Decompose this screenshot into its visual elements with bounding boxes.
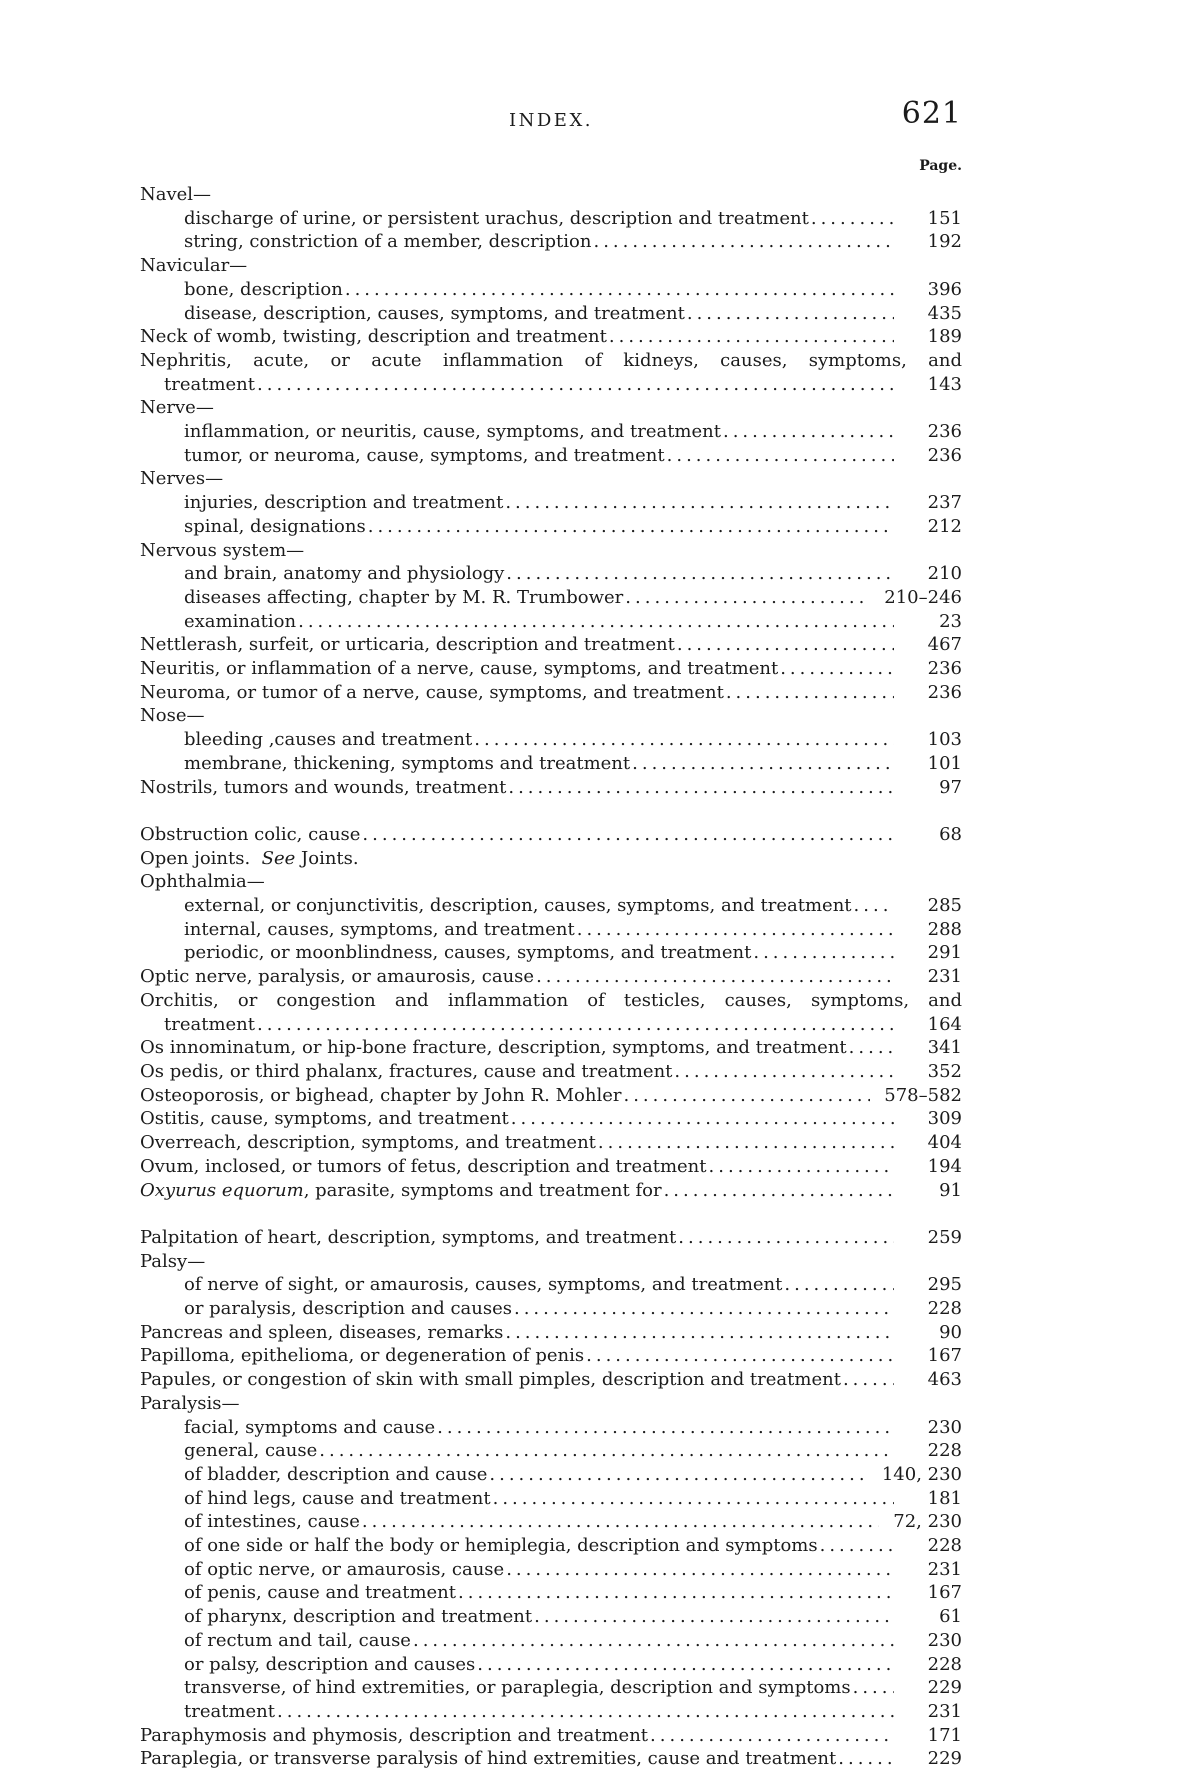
entry-page-number: 352: [927, 1061, 962, 1082]
entry-page-number: 463: [927, 1369, 962, 1391]
entry-text: Oxyurus equorum, parasite, symptoms and treatment for: [140, 1179, 662, 1201]
entry-text: Ophthalmia—: [140, 871, 265, 893]
index-entry: [140, 1487, 962, 1511]
entry-text: Papilloma, epithelioma, or degeneration of penis: [140, 1345, 585, 1367]
index-entry: [140, 302, 962, 326]
entry-page-number: 404: [927, 1132, 962, 1154]
entry-text: Pancreas and spleen, diseases, remarks: [140, 1321, 504, 1343]
page-title: INDEX.: [509, 110, 593, 131]
entry-text: of nerve of sight, or amaurosis, causes, symptoms, and treatment: [184, 1274, 783, 1296]
entry-text: Nerve—: [140, 397, 214, 419]
entry-text: diseases affecting, chapter by M. R. Trumbower: [184, 586, 624, 608]
index-entry: [140, 230, 962, 254]
dot-leader: [674, 1060, 894, 1084]
entry-page-number: 236: [927, 444, 962, 466]
dot-leader: [784, 1273, 894, 1297]
index-entry: [140, 633, 962, 657]
index-entry: [140, 1510, 962, 1534]
dot-leader: [298, 610, 894, 634]
entry-page-number: 228: [927, 1298, 962, 1320]
index-entry: [140, 1534, 962, 1558]
index-heading: [140, 989, 962, 1013]
index-entry: [140, 1060, 962, 1084]
entry-text: treatment: [184, 1700, 276, 1722]
dot-leader: [257, 373, 894, 397]
entry-page-number: 285: [927, 895, 962, 917]
entry-page-number: 396: [927, 278, 962, 300]
entry-page-number: 72, 230: [893, 1511, 962, 1533]
entry-text: Paraplegia, or transverse paralysis of hind extremities, cause and treatment: [140, 1748, 837, 1770]
index-entry: [140, 752, 962, 776]
entry-text: Neuroma, or tumor of a nerve, cause, symptoms, and treatment: [140, 681, 724, 703]
entry-page-number: 68: [939, 823, 962, 845]
index-entry: [140, 1676, 962, 1700]
entry-page-number: 210: [927, 563, 962, 585]
dot-leader: [458, 1581, 894, 1605]
dot-leader: [780, 657, 894, 681]
dot-leader: [678, 1226, 894, 1250]
index-heading: [140, 847, 962, 871]
dot-leader: [687, 302, 894, 326]
index-entry: [140, 1321, 962, 1345]
entry-text: Nerves—: [140, 468, 224, 490]
dot-leader: [843, 1368, 894, 1392]
entry-text: Open joints. See Joints.: [140, 847, 359, 869]
entry-text: Neuritis, or inflammation of a nerve, cause, symptoms, and treatment: [140, 658, 779, 680]
index-entry: [140, 1581, 962, 1605]
index-entry: [140, 1155, 962, 1179]
entry-text: of hind legs, cause and treatment: [184, 1487, 491, 1509]
entry-text: periodic, or moonblindness, causes, symptoms, and treatment: [184, 942, 752, 964]
entry-page-number: 236: [927, 681, 962, 703]
index-entry: [140, 1273, 962, 1297]
index-entry: [140, 444, 962, 468]
entry-text: of rectum and tail, cause: [184, 1629, 411, 1651]
entry-page-number: 467: [927, 634, 962, 656]
index-entry: [140, 515, 962, 539]
entry-page-number: 236: [927, 658, 962, 680]
dot-leader: [536, 965, 894, 989]
dot-leader: [593, 230, 894, 254]
entry-text: Orchitis, or congestion and inflammation of testicles, causes, symptoms, and: [140, 989, 962, 1011]
dot-leader: [753, 941, 894, 965]
entry-text: of bladder, description and cause: [184, 1463, 488, 1485]
entry-page-number: 103: [927, 729, 962, 751]
dot-leader: [257, 1013, 894, 1037]
index-heading: [140, 870, 962, 894]
index-heading: [140, 704, 962, 728]
entry-text: Neck of womb, twisting, description and treatment: [140, 326, 607, 348]
entry-text: inflammation, or neuritis, cause, symptoms, and treatment: [184, 421, 721, 443]
dot-leader: [506, 562, 894, 586]
index-entry: [140, 1131, 962, 1155]
dot-leader: [854, 894, 894, 918]
index-entry: [140, 420, 962, 444]
dot-leader: [474, 728, 894, 752]
index-entry: [140, 562, 962, 586]
index-entry: [140, 918, 962, 942]
index-entry: [140, 278, 962, 302]
index-heading: [140, 396, 962, 420]
entry-text: Navicular—: [140, 255, 248, 277]
entry-text: Obstruction colic, cause: [140, 823, 361, 845]
entry-text: Paraphymosis and phymosis, description and treatment: [140, 1724, 649, 1746]
entry-page-number: 228: [927, 1535, 962, 1557]
index-entry: [140, 1013, 962, 1037]
entry-text: Nervous system—: [140, 539, 305, 561]
dot-leader: [677, 633, 894, 657]
entry-text: spinal, designations: [184, 515, 366, 537]
entry-text: Os innominatum, or hip-bone fracture, description, symptoms, and treatment: [140, 1037, 847, 1059]
index-entry: [140, 894, 962, 918]
dot-leader: [362, 823, 894, 847]
index-entry: [140, 1179, 962, 1203]
entry-text: disease, description, causes, symptoms, and treatment: [184, 302, 685, 324]
index-entry: [140, 1297, 962, 1321]
index-entry: [140, 491, 962, 515]
entry-text: facial, symptoms and cause: [184, 1416, 436, 1438]
entry-page-number: 212: [927, 515, 962, 537]
index-heading: [140, 183, 962, 207]
index-entry: [140, 1368, 962, 1392]
entry-page-number: 228: [927, 1440, 962, 1462]
entry-page-number: 210–246: [884, 586, 962, 608]
dot-leader: [368, 515, 894, 539]
entry-text: general, cause: [184, 1440, 318, 1462]
dot-leader: [820, 1534, 894, 1558]
entry-page-number: 230: [927, 1416, 962, 1438]
dot-leader: [650, 1724, 894, 1748]
dot-leader: [345, 278, 894, 302]
folio-page-number: 621: [901, 96, 962, 131]
dot-leader: [508, 776, 894, 800]
entry-page-number: 231: [927, 1700, 962, 1722]
entry-page-number: 90: [939, 1321, 962, 1343]
dot-leader: [506, 1558, 894, 1582]
dot-leader: [505, 1321, 894, 1345]
entry-text: Osteoporosis, or bighead, chapter by John R. Mohler: [140, 1084, 622, 1106]
index-entry: [140, 207, 962, 231]
entry-page-number: 309: [927, 1108, 962, 1130]
entry-page-number: 341: [927, 1037, 962, 1059]
dot-leader: [667, 444, 894, 468]
dot-leader: [723, 420, 894, 444]
dot-leader: [726, 681, 894, 705]
dot-leader: [709, 1155, 895, 1179]
entry-page-number: 230: [927, 1629, 962, 1651]
index-list: [140, 183, 962, 1771]
entry-text: membrane, thickening, symptoms and treatment: [184, 752, 631, 774]
entry-text: or palsy, description and causes: [184, 1653, 476, 1675]
index-entry: [140, 1747, 962, 1771]
entry-text: treatment: [164, 373, 256, 395]
index-entry: [140, 1036, 962, 1060]
entry-page-number: 435: [927, 302, 962, 324]
index-entry: [140, 1107, 962, 1131]
dot-leader: [577, 918, 894, 942]
entry-page-number: 143: [927, 373, 962, 395]
entry-text: of one side or half the body or hemiplegia, description and symptoms: [184, 1535, 818, 1557]
entry-page-number: 229: [927, 1677, 962, 1699]
entry-text: of pharynx, description and treatment: [184, 1606, 533, 1628]
entry-page-number: 189: [927, 326, 962, 348]
entry-text: bone, description: [184, 278, 343, 300]
index-entry: [140, 1463, 962, 1487]
index-heading: [140, 539, 962, 563]
entry-page-number: 91: [939, 1179, 962, 1201]
entry-text: tumor, or neuroma, cause, symptoms, and treatment: [184, 444, 665, 466]
entry-page-number: 229: [927, 1748, 962, 1770]
dot-leader: [586, 1344, 894, 1368]
entry-text: Ovum, inclosed, or tumors of fetus, description and treatment: [140, 1155, 707, 1177]
page-column-label: Page.: [919, 158, 962, 174]
dot-leader: [413, 1629, 894, 1653]
entry-text: Paralysis—: [140, 1392, 240, 1414]
index-entry: [140, 1724, 962, 1748]
dot-leader: [632, 752, 894, 776]
entry-page-number: 231: [927, 966, 962, 988]
index-entry: [140, 610, 962, 634]
entry-text: Overreach, description, symptoms, and treatment: [140, 1132, 596, 1154]
index-entry: [140, 1439, 962, 1463]
entry-text: Palpitation of heart, description, symptoms, and treatment: [140, 1226, 677, 1248]
entry-page-number: 231: [927, 1558, 962, 1580]
entry-text: or paralysis, description and causes: [184, 1298, 512, 1320]
index-entry: [140, 1653, 962, 1677]
entry-page-number: 97: [939, 776, 962, 798]
entry-text: internal, causes, symptoms, and treatment: [184, 918, 575, 940]
entry-text: of optic nerve, or amaurosis, cause: [184, 1558, 505, 1580]
dot-leader: [534, 1605, 894, 1629]
index-entry: [140, 681, 962, 705]
dot-leader: [664, 1179, 894, 1203]
dot-leader: [277, 1700, 894, 1724]
dot-leader: [319, 1439, 894, 1463]
dot-leader: [623, 1084, 870, 1108]
index-entry: [140, 1700, 962, 1724]
dot-leader: [511, 1107, 894, 1131]
entry-page-number: 167: [927, 1345, 962, 1367]
index-entry: [140, 1605, 962, 1629]
entry-page-number: 61: [939, 1606, 962, 1628]
entry-text: Papules, or congestion of skin with small pimples, description and treatment: [140, 1369, 841, 1391]
entry-page-number: 164: [927, 1013, 962, 1035]
entry-page-number: 23: [939, 610, 962, 632]
dot-leader: [514, 1297, 894, 1321]
entry-text: Nephritis, acute, or acute inflammation of kidneys, causes, symptoms, and: [140, 349, 962, 371]
entry-page-number: 237: [927, 492, 962, 514]
dot-leader: [625, 586, 870, 610]
dot-leader: [505, 491, 894, 515]
entry-text: discharge of urine, or persistent urachus, description and treatment: [184, 207, 809, 229]
entry-page-number: 194: [927, 1155, 962, 1177]
entry-text: Palsy—: [140, 1250, 206, 1272]
entry-page-number: 181: [927, 1487, 962, 1509]
dot-leader: [849, 1036, 894, 1060]
index-entry: [140, 776, 962, 800]
index-entry: [140, 965, 962, 989]
entry-text: and brain, anatomy and physiology: [184, 563, 505, 585]
index-entry: [140, 941, 962, 965]
dot-leader: [811, 207, 894, 231]
index-entry: [140, 657, 962, 681]
entry-text: injuries, description and treatment: [184, 492, 504, 514]
entry-page-number: 295: [927, 1274, 962, 1296]
entry-text: external, or conjunctivitis, description, causes, symptoms, and treatment: [184, 895, 852, 917]
index-heading: [140, 254, 962, 278]
index-entry: [140, 373, 962, 397]
entry-text: Nostrils, tumors and wounds, treatment: [140, 776, 507, 798]
entry-page-number: 288: [927, 918, 962, 940]
entry-text: Nose—: [140, 705, 205, 727]
index-entry: [140, 1344, 962, 1368]
index-entry: [140, 1084, 962, 1108]
entry-page-number: 171: [927, 1724, 962, 1746]
entry-page-number: 228: [927, 1653, 962, 1675]
dot-leader: [609, 325, 894, 349]
entry-text: Optic nerve, paralysis, or amaurosis, cause: [140, 966, 535, 988]
entry-page-number: 151: [927, 207, 962, 229]
index-entry: [140, 823, 962, 847]
entry-text: bleeding ,causes and treatment: [184, 729, 473, 751]
index-heading: [140, 1392, 962, 1416]
entry-page-number: 578–582: [884, 1084, 962, 1106]
index-heading: [140, 467, 962, 491]
dot-leader: [477, 1653, 894, 1677]
entry-text: Nettlerash, surfeit, or urticaria, description and treatment: [140, 634, 675, 656]
dot-leader: [853, 1676, 894, 1700]
dot-leader: [362, 1510, 879, 1534]
entry-page-number: 101: [927, 752, 962, 774]
entry-text: transverse, of hind extremities, or paraplegia, description and symptoms: [184, 1677, 851, 1699]
index-entry: [140, 1558, 962, 1582]
dot-leader: [838, 1747, 894, 1771]
index-entry: [140, 728, 962, 752]
entry-text: treatment: [164, 1013, 256, 1035]
entry-page-number: 140, 230: [881, 1463, 962, 1485]
dot-leader: [437, 1416, 894, 1440]
index-entry: [140, 325, 962, 349]
entry-text: Os pedis, or third phalanx, fractures, cause and treatment: [140, 1061, 673, 1082]
dot-leader: [598, 1131, 894, 1155]
entry-text: examination: [184, 610, 297, 632]
text-column: [140, 0, 962, 1771]
index-heading: [140, 1250, 962, 1274]
entry-page-number: 291: [927, 942, 962, 964]
entry-text: string, constriction of a member, description: [184, 231, 592, 253]
index-entry: [140, 586, 962, 610]
entry-text: Ostitis, cause, symptoms, and treatment: [140, 1108, 509, 1130]
entry-text: Navel—: [140, 184, 212, 205]
index-entry: [140, 1226, 962, 1250]
entry-page-number: 167: [927, 1582, 962, 1604]
index-entry: [140, 1629, 962, 1653]
index-entry: [140, 1416, 962, 1440]
entry-page-number: 236: [927, 421, 962, 443]
entry-page-number: 259: [927, 1226, 962, 1248]
index-heading: [140, 349, 962, 373]
entry-page-number: 192: [927, 231, 962, 253]
dot-leader: [493, 1487, 894, 1511]
entry-text: of penis, cause and treatment: [184, 1582, 457, 1604]
entry-text: of intestines, cause: [184, 1511, 360, 1533]
dot-leader: [489, 1463, 867, 1487]
